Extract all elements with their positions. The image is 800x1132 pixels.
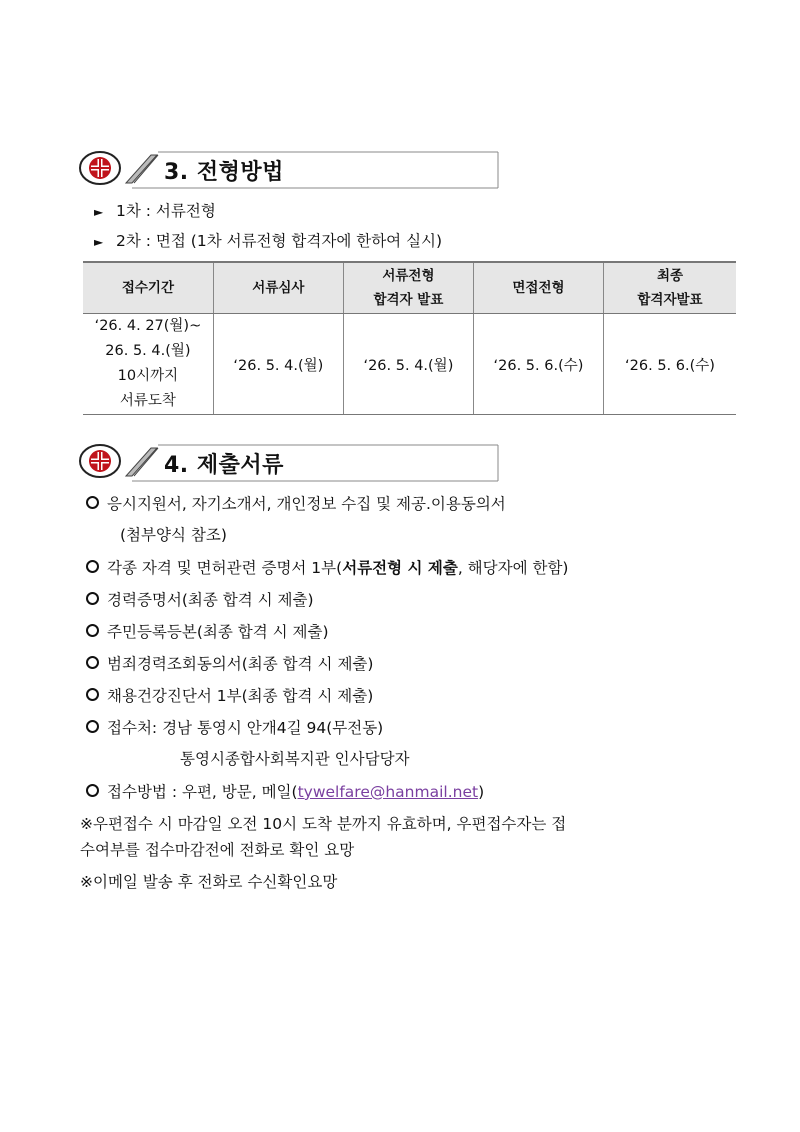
- schedule-table: [83, 261, 736, 415]
- triangle-bullet-icon: ►: [94, 205, 104, 219]
- item-text: 주민등록등본(최종 합격 시 제출): [107, 623, 329, 641]
- header-final-line2: 합격자발표: [637, 292, 703, 308]
- circle-bullet-icon: [86, 656, 99, 669]
- list-item: [86, 684, 373, 706]
- section-3-title: 3. 전형방법: [164, 160, 284, 185]
- step-item: [94, 229, 442, 251]
- item-subtext: (첨부양식 참조): [120, 526, 227, 544]
- header-period: 접수기간: [83, 262, 213, 314]
- list-item-sub: [120, 523, 227, 545]
- header-interview: 면접전형: [473, 262, 603, 314]
- item-bold-text: 서류전형 시 제출: [342, 559, 458, 577]
- circle-bullet-icon: [86, 688, 99, 701]
- period-line: 10시까지: [117, 368, 179, 384]
- cell-interview: ‘26. 5. 6.(수): [473, 314, 603, 415]
- step-label: 1차 : 서류전형: [116, 202, 216, 220]
- section-3-header: [76, 150, 500, 190]
- item-text: , 해당자에 한함): [457, 559, 569, 577]
- list-item: [86, 492, 506, 514]
- period-line: 서류도착: [119, 393, 176, 409]
- circle-bullet-icon: [86, 560, 99, 573]
- item-text: 각종 자격 및 면허관련 증명서 1부(: [107, 559, 343, 577]
- header-final: [603, 262, 736, 314]
- table-row: [83, 314, 736, 415]
- period-line: ‘26. 4. 27(월)~: [94, 318, 202, 334]
- item-text: 응시지원서, 자기소개서, 개인정보 수집 및 제공.이용동의서: [107, 495, 506, 513]
- list-item: [86, 588, 314, 610]
- header-doc-review: 서류심사: [213, 262, 343, 314]
- list-item-sub: [180, 747, 410, 769]
- note-line: ※이메일 발송 후 전화로 수신확인요망: [80, 873, 338, 891]
- item-text: 접수처: 경남 통영시 안개4길 94(무전동): [107, 719, 384, 737]
- section-emblem-icon: [76, 443, 500, 483]
- note-line: 수여부를 접수마감전에 전화로 확인 요망: [80, 841, 355, 859]
- header-doc-result: [343, 262, 473, 314]
- note-line: ※우편접수 시 마감일 오전 10시 도착 분까지 유효하며, 우편접수자는 접: [80, 815, 567, 833]
- cell-period: [83, 314, 213, 415]
- circle-bullet-icon: [86, 496, 99, 509]
- list-item: [86, 620, 329, 642]
- item-subtext: 통영시종합사회복지관 인사담당자: [180, 750, 410, 768]
- item-text: 경력증명서(최종 합격 시 제출): [107, 591, 314, 609]
- list-item: [86, 556, 568, 578]
- circle-bullet-icon: [86, 592, 99, 605]
- list-item: [86, 716, 383, 738]
- item-text: ): [478, 783, 485, 801]
- step-item: [94, 199, 216, 221]
- cell-doc-result: ‘26. 5. 4.(월): [343, 314, 473, 415]
- period-line: 26. 5. 4.(월): [105, 343, 191, 359]
- section-emblem-icon: [76, 150, 500, 190]
- cell-final: ‘26. 5. 6.(수): [603, 314, 736, 415]
- header-doc-result-line2: 합격자 발표: [373, 292, 444, 308]
- section-4-header: [76, 443, 500, 483]
- list-item: [86, 652, 373, 674]
- header-final-line1: 최종: [656, 268, 684, 284]
- item-text: 접수방법 : 우편, 방문, 메일(: [107, 783, 298, 801]
- circle-bullet-icon: [86, 624, 99, 637]
- cell-doc-review: ‘26. 5. 4.(월): [213, 314, 343, 415]
- circle-bullet-icon: [86, 784, 99, 797]
- section-4-title: 4. 제출서류: [164, 453, 284, 478]
- step-label: 2차 : 면접 (1차 서류전형 합격자에 한하여 실시): [116, 232, 443, 250]
- header-doc-result-line1: 서류전형: [382, 268, 435, 284]
- list-item: [86, 780, 484, 802]
- email-link[interactable]: tywelfare@hanmail.net: [297, 783, 479, 801]
- item-text: 채용건강진단서 1부(최종 합격 시 제출): [107, 687, 374, 705]
- item-text: 범죄경력조회동의서(최종 합격 시 제출): [107, 655, 374, 673]
- triangle-bullet-icon: ►: [94, 235, 104, 249]
- circle-bullet-icon: [86, 720, 99, 733]
- table-header-row: [83, 262, 736, 314]
